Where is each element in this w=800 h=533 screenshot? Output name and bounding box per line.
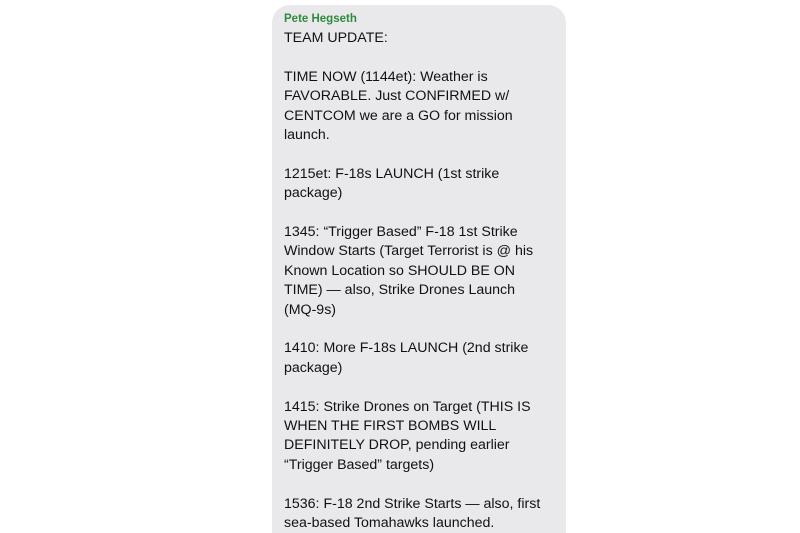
message-paragraph: TIME NOW (1144et): Weather is FAVORABLE. Just CONFIRMED w/ CENTCOM we are a GO for mission launch. xyxy=(284,68,513,144)
message-paragraph: 1345: “Trigger Based” F-18 1st Strike Window Starts (Target Terrorist is @ his Known Location so SHOULD BE ON TIME) — also, Strike Drones Launch (MQ-9s) xyxy=(284,224,534,318)
message-bubble[interactable] xyxy=(272,5,566,533)
message-text xyxy=(284,29,554,533)
message-paragraph: TEAM UPDATE: xyxy=(284,30,388,46)
message-paragraph: 1415: Strike Drones on Target (THIS IS WHEN THE FIRST BOMBS WILL DEFINITELY DROP, pending earlier “Trigger Based” targets) xyxy=(284,398,531,473)
message-paragraph: 1410: More F-18s LAUNCH (2nd strike package) xyxy=(284,340,529,376)
message-paragraph: 1536: F-18 2nd Strike Starts — also, first sea-based Tomahawks launched. xyxy=(284,495,541,532)
message-paragraph: 1215et: F-18s LAUNCH (1st strike package) xyxy=(284,165,500,202)
sender-name: Pete Hegseth xyxy=(284,13,357,25)
